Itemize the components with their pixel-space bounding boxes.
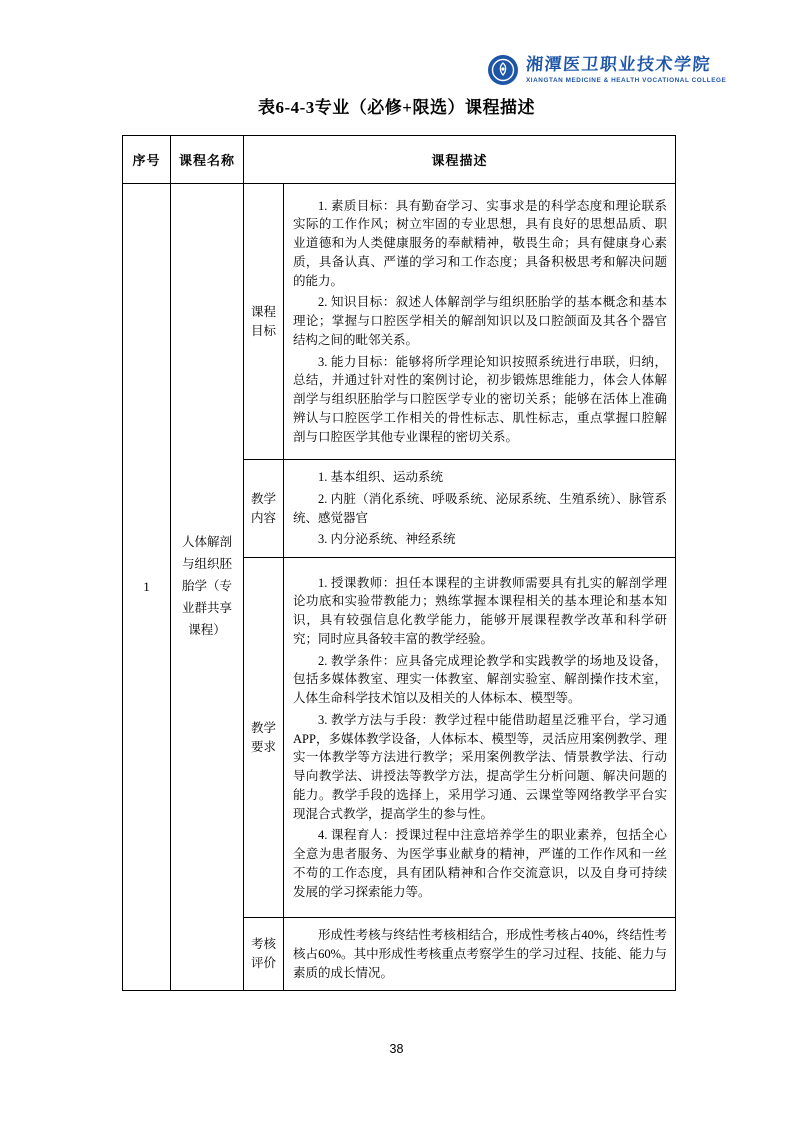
college-logo-text [526,54,726,85]
paragraph: 1. 基本组织、运动系统 [318,470,444,484]
section-content-assessment [284,918,676,991]
college-name-zh: 湘潭医卫职业技术学院 [525,55,712,74]
section-label-assessment: 考核评价 [244,918,284,991]
paragraph: 2. 知识目标：叙述人体解剖学与组织胚胎学的基本概念和基本理论；掌握与口腔医学相关的解剖知识以及口腔颌面及其各个器官结构之间的毗邻关系。 [293,295,668,347]
paragraph: 3. 能力目标：能够将所学理论知识按照系统进行串联，归纳，总结，并通过针对性的案例讨论，初步锻炼思维能力，体会人体解剖学与组织胚胎学与口腔医学专业的密切关系；能够在活体上准确辨认与口腔医学工作相关的骨性标志、肌性标志，重点掌握口腔解剖与口腔医学其他专业课程的密切关系。 [293,354,668,444]
section-content-teaching-content [284,460,676,558]
section-label-objectives: 课程目标 [244,184,284,460]
college-logo [487,54,726,86]
paragraph: 3. 内分泌系统、神经系统 [318,532,456,547]
college-logo-icon [487,54,519,86]
section-label-teaching-requirements: 教学要求 [244,558,284,918]
header-description: 课程描述 [244,136,676,184]
page-title: 表6-4-3专业（必修+限选）课程描述 [257,98,535,117]
header-index: 序号 [123,136,171,184]
section-label-teaching-content: 教学内容 [244,460,284,558]
table-row-course-objectives [123,184,676,460]
paragraph: 4. 课程育人：授课过程中注意培养学生的职业素养，包括全心全意为患者服务、为医学事业献身的精神，严谨的工作作风和一丝不苟的工作态度，具有团队精神和合作交流意识，以及自身可持续发展的学习探索能力等。 [293,828,668,899]
index-cell: 1 [123,184,171,991]
section-content-teaching-requirements [284,558,676,918]
course-description-table [122,135,676,991]
page-number: 38 [389,1042,404,1056]
section-content-objectives [284,184,676,460]
course-name-cell: 人体解剖与组织胚胎学（专业群共享课程） [171,184,244,991]
paragraph: 2. 教学条件：应具备完成理论教学和实践教学的场地及设备，包括多媒体教室、理实一体教室、解剖实验室、解剖操作技术室，人体生命科学技术馆以及相关的人体标本、模型等。 [293,653,668,706]
paragraph: 形成性考核与终结性考核相结合，形成性考核占40%，终结性考核占60%。其中形成性考核重点考察学生的学习过程、技能、能力与素质的成长情况。 [293,928,668,980]
paragraph: 2. 内脏（消化系统、呼吸系统、泌尿系统、生殖系统）、脉管系统、感觉器官 [293,491,668,525]
paragraph: 1. 授课教师：担任本课程的主讲教师需要具有扎实的解剖学理论功底和实验带教能力；熟练掌握本课程相关的基本理论和基本知识，具有较强信息化教学能力，能够开展课程教学改革和科学研究；同时应具备较丰富的教学经验。 [293,575,668,646]
paragraph: 3. 教学方法与手段：教学过程中能借助超星泛雅平台，学习通APP，多媒体教学设备，人体标本、模型等，灵活应用案例教学、理实一体教学等方法进行教学；采用案例教学法、情景教学法、行动导向教学法、讲授法等教学方法，提高学生分析问题、解决问题的能力。教学手段的选择上，采用学习通、云课堂等网络教学平台实现混合式教学，提高学生的参与性。 [293,712,668,821]
header-course-name: 课程名称 [171,136,244,184]
table-header-row [123,136,676,184]
paragraph: 1. 素质目标：具有勤奋学习、实事求是的科学态度和理论联系实际的工作作风；树立牢固的专业思想，具有良好的思想品质、职业道德和为人类健康服务的奉献精神，敬畏生命；具有健康身心素质，具备认真、严谨的学习和工作态度；具备积极思考和解决问题的能力。 [293,198,668,288]
college-name-en: XIANGTAN MEDICINE & HEALTH VOCATIONAL COLLEGE [526,77,727,84]
